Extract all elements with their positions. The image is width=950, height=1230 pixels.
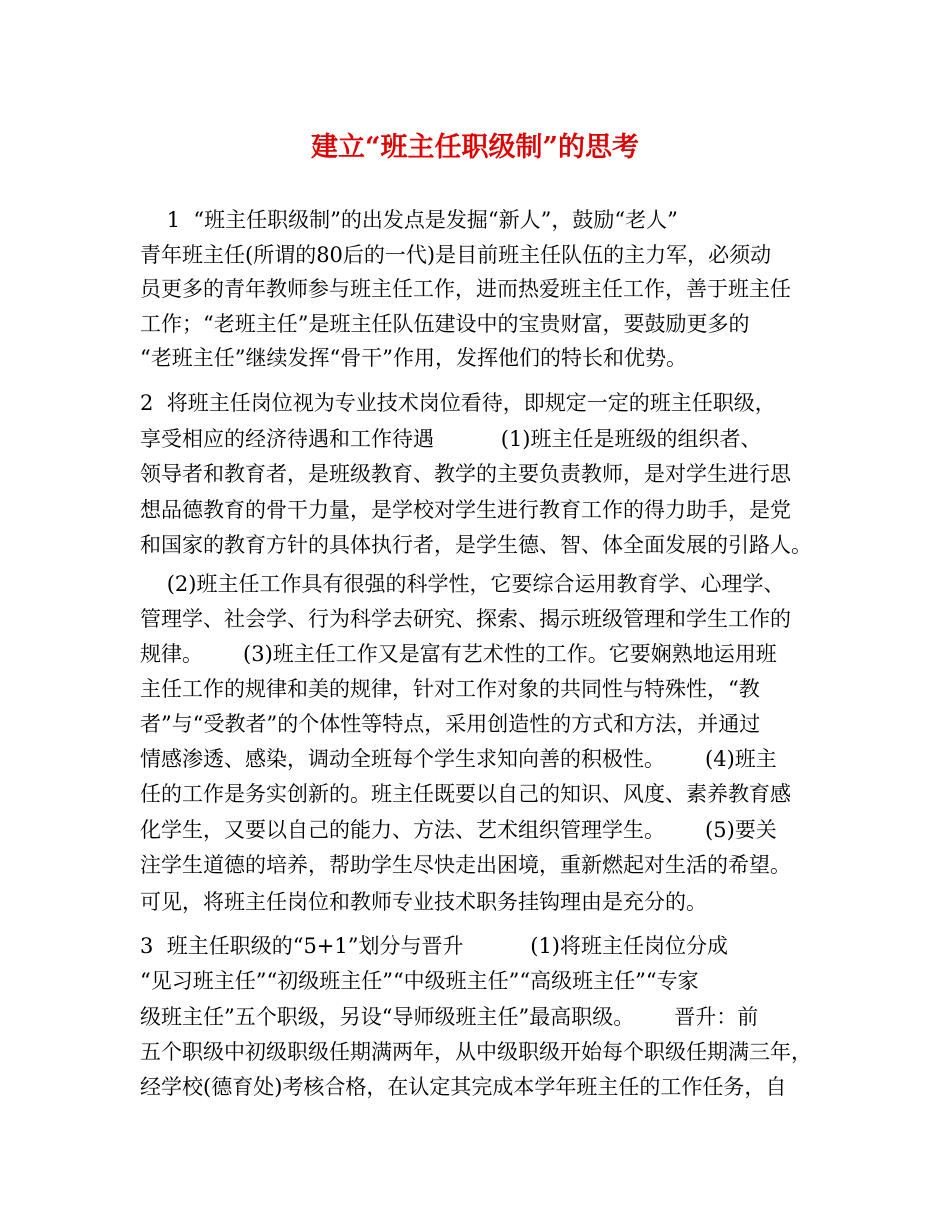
body-line: 注学生道德的培养，帮助学生尽快走出困境，重新燃起对生活的希望。 bbox=[140, 853, 791, 877]
body-line: 员更多的青年教师参与班主任工作，进而热爱班主任工作，善于班主任 bbox=[140, 277, 791, 301]
body-line: 2 将班主任岗位视为专业技术岗位看待，即规定一定的班主任职级， bbox=[140, 391, 776, 415]
body-line: 主任工作的规律和美的规律，针对工作对象的共同性与特殊性，“教 bbox=[140, 677, 760, 701]
body-line: 和国家的教育方针的具体执行者，是学生德、智、体全面发展的引路人。 bbox=[140, 533, 812, 557]
body-line: 化学生，又要以自己的能力、方法、艺术组织管理学生。 (5)要关 bbox=[140, 818, 777, 842]
body-line: “老班主任”继续发挥“骨干”作用，发挥他们的特长和优势。 bbox=[140, 346, 687, 370]
body-line: 工作；“老班主任”是班主任队伍建设中的宝贵财富，要鼓励更多的 bbox=[140, 312, 750, 336]
body-line: (2)班主任工作具有很强的科学性，它要综合运用教育学、心理学、 bbox=[140, 572, 785, 596]
body-line: 3 班主任职级的“5+1”划分与晋升 (1)将班主任岗位分成 bbox=[140, 934, 728, 958]
body-line: 五个职级中初级职级任期满两年，从中级职级开始每个职级任期满三年， bbox=[140, 1040, 812, 1064]
body-line: 想品德教育的骨干力量，是学校对学生进行教育工作的得力助手，是党 bbox=[140, 498, 791, 522]
body-line: 领导者和教育者，是班级教育、教学的主要负责教师，是对学生进行思 bbox=[140, 462, 791, 486]
body-line: 青年班主任(所谓的80后的一代)是目前班主任队伍的主力军，必须动 bbox=[140, 243, 772, 267]
body-line: 者”与“受教者”的个体性等特点，采用创造性的方式和方法，并通过 bbox=[140, 712, 761, 736]
body-line: 经学校(德育处)考核合格，在认定其完成本学年班主任的工作任务，自 bbox=[140, 1075, 787, 1099]
body-line: 情感渗透、感染，调动全班每个学生求知向善的积极性。 (4)班主 bbox=[140, 747, 777, 771]
body-line: “见习班主任”“初级班主任”“中级班主任”“高级班主任”“专家 bbox=[140, 969, 699, 993]
document-title: 建立“班主任职级制”的思考 bbox=[310, 132, 640, 163]
body-line: 任的工作是务实创新的。班主任既要以自己的知识、风度、素养教育感 bbox=[140, 782, 791, 806]
body-line: 管理学、社会学、行为科学去研究、探索、揭示班级管理和学生工作的 bbox=[140, 607, 791, 631]
body-line: 可见，将班主任岗位和教师专业技术职务挂钩理由是充分的。 bbox=[140, 890, 707, 914]
body-line: 级班主任”五个职级，另设“导师级班主任”最高职级。 晋升：前 bbox=[140, 1005, 759, 1029]
body-line: 享受相应的经济待遇和工作待遇 (1)班主任是班级的组织者、 bbox=[140, 427, 762, 451]
body-line: 1 “班主任职级制”的出发点是发掘“新人”，鼓励“老人” bbox=[140, 208, 678, 232]
body-line: 规律。 (3)班主任工作又是富有艺术性的工作。它要娴熟地运用班 bbox=[140, 642, 777, 666]
